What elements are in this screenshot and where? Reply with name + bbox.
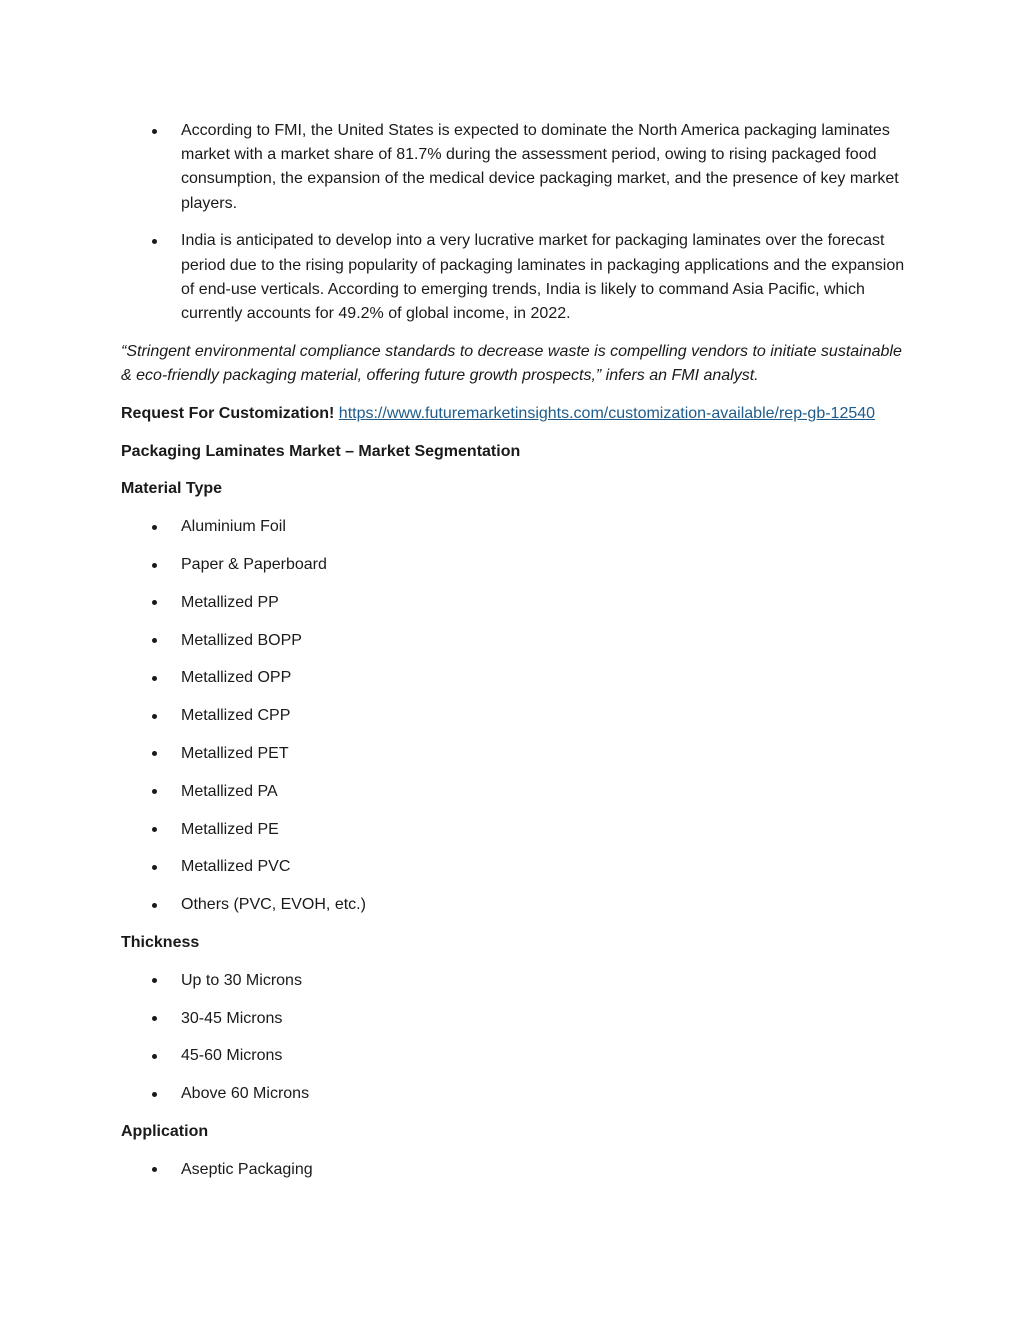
thickness-list (121, 969, 911, 1107)
application-heading: Application (121, 1122, 209, 1140)
list-item: 45-60 Microns (121, 1044, 911, 1068)
list-item: 30-45 Microns (121, 1007, 911, 1031)
document-body (121, 119, 911, 1196)
list-item: Metallized CPP (121, 704, 911, 728)
analyst-quote: “Stringent environmental compliance standards to decrease waste is compelling vendors to initiate sustainable & eco-friendly packaging material, offering future growth prospects,” infers an FMI analyst. (121, 342, 902, 385)
customization-request (121, 402, 911, 426)
list-item: Metallized PVC (121, 855, 911, 879)
customization-link[interactable]: https://www.futuremarketinsights.com/customization-available/rep-gb-12540 (338, 404, 876, 422)
list-item: Metallized OPP (121, 666, 911, 690)
intro-bullet-list (121, 119, 911, 326)
list-item: Paper & Paperboard (121, 553, 911, 577)
segmentation-title: Packaging Laminates Market – Market Segmentation (121, 442, 521, 460)
application-list (121, 1158, 911, 1182)
list-item: Metallized PE (121, 818, 911, 842)
thickness-heading: Thickness (121, 933, 200, 951)
list-item: Others (PVC, EVOH, etc.) (121, 893, 911, 917)
list-item: Above 60 Microns (121, 1082, 911, 1106)
list-item: Metallized PP (121, 591, 911, 615)
list-item: Metallized PET (121, 742, 911, 766)
customization-label: Request For Customization! (121, 404, 335, 422)
list-item: Metallized BOPP (121, 629, 911, 653)
list-item: Aseptic Packaging (121, 1158, 911, 1182)
list-item: Aluminium Foil (121, 515, 911, 539)
list-item: Metallized PA (121, 780, 911, 804)
material-type-heading: Material Type (121, 480, 223, 498)
list-item: India is anticipated to develop into a very lucrative market for packaging laminates over the forecast period due to the rising popularity of packaging laminates in packaging applications and the expansion of end-use verticals. According to emerging trends, India is likely to command Asia Pacific, which currently accounts for 49.2% of global income, in 2022. (121, 229, 911, 326)
list-item: According to FMI, the United States is expected to dominate the North America packaging laminates market with a market share of 81.7% during the assessment period, owing to rising packaged food consumption, the expansion of the medical device packaging market, and the presence of key market players. (121, 119, 911, 216)
material-type-list (121, 515, 911, 917)
list-item: Up to 30 Microns (121, 969, 911, 993)
